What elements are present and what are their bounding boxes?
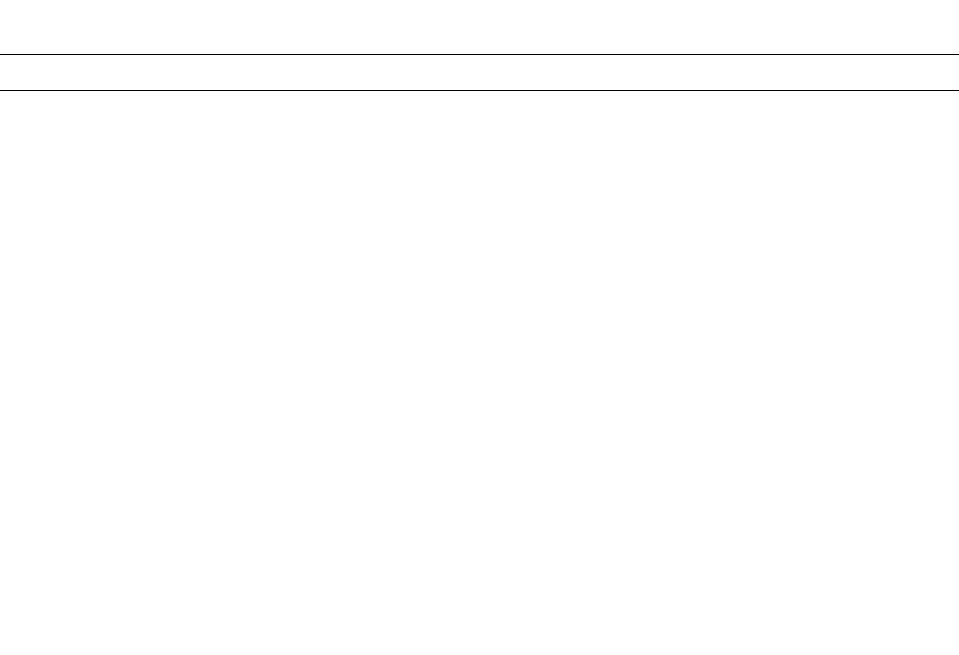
divider: [0, 90, 959, 91]
header-divider: [0, 54, 959, 55]
